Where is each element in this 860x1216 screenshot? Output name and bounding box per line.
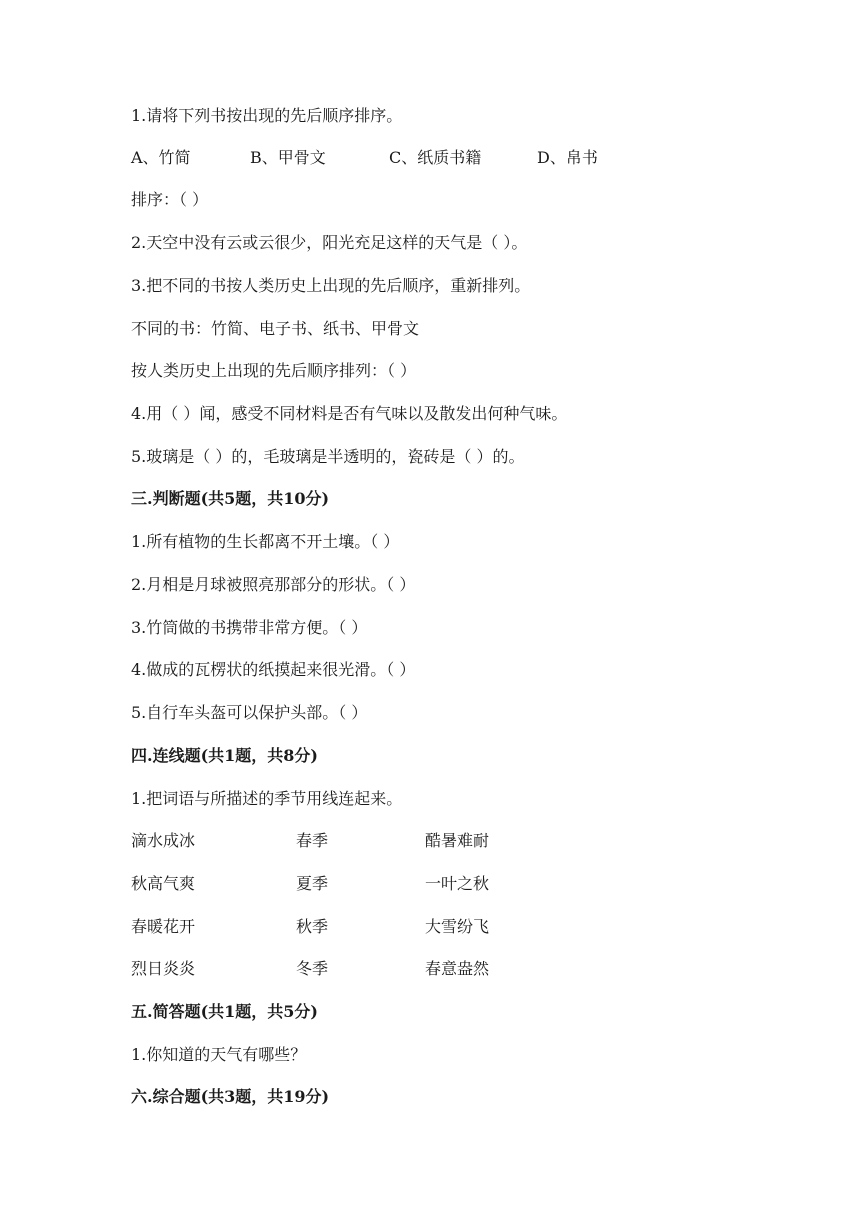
- matching-right-4: 春意盎然: [425, 959, 490, 978]
- question-4: 4.用（ ）闻，感受不同材料是否有气味以及散发出何种气味。: [131, 404, 568, 423]
- option-b: B、甲骨文: [250, 148, 326, 167]
- question-1-answer-line: 排序：（ ）: [131, 190, 209, 209]
- question-3-prompt: 3.把不同的书按人类历史上出现的先后顺序，重新排列。: [131, 276, 531, 295]
- matching-middle-2: 夏季: [296, 874, 329, 893]
- section-3-heading: 三.判断题(共5题，共10分): [131, 489, 330, 508]
- question-3-answer-line: 按人类历史上出现的先后顺序排列：（ ）: [131, 361, 417, 380]
- judgement-item-4: 4.做成的瓦楞状的纸摸起来很光滑。（ ）: [131, 660, 416, 679]
- matching-middle-4: 冬季: [296, 959, 329, 978]
- matching-middle-1: 春季: [296, 831, 329, 850]
- matching-left-2: 秋高气爽: [131, 874, 196, 893]
- judgement-item-5: 5.自行车头盔可以保护头部。（ ）: [131, 703, 368, 722]
- judgement-item-1: 1.所有植物的生长都离不开土壤。（ ）: [131, 532, 400, 551]
- section-4-heading: 四.连线题(共1题，共8分): [131, 746, 318, 765]
- question-5: 5.玻璃是（ ）的，毛玻璃是半透明的，瓷砖是（ ）的。: [131, 447, 525, 466]
- matching-left-3: 春暖花开: [131, 917, 196, 936]
- question-3-books: 不同的书：竹简、电子书、纸书、甲骨文: [131, 319, 420, 338]
- short-answer-item-1: 1.你知道的天气有哪些？: [131, 1045, 307, 1064]
- question-2: 2.天空中没有云或云很少，阳光充足这样的天气是（ ）。: [131, 233, 528, 252]
- option-c: C、纸质书籍: [389, 148, 482, 167]
- matching-left-1: 滴水成冰: [131, 831, 196, 850]
- matching-right-1: 酷暑难耐: [425, 831, 490, 850]
- matching-right-3: 大雪纷飞: [425, 917, 490, 936]
- question-1-prompt: 1.请将下列书按出现的先后顺序排序。: [131, 106, 403, 125]
- option-a: A、竹简: [131, 148, 191, 167]
- matching-prompt: 1.把词语与所描述的季节用线连起来。: [131, 789, 403, 808]
- judgement-item-3: 3.竹筒做的书携带非常方便。（ ）: [131, 618, 368, 637]
- matching-left-4: 烈日炎炎: [131, 959, 196, 978]
- section-5-heading: 五.简答题(共1题，共5分): [131, 1002, 318, 1021]
- matching-right-2: 一叶之秋: [425, 874, 490, 893]
- section-6-heading: 六.综合题(共3题，共19分): [131, 1087, 330, 1106]
- judgement-item-2: 2.月相是月球被照亮那部分的形状。（ ）: [131, 575, 416, 594]
- option-d: D、帛书: [537, 148, 598, 167]
- matching-middle-3: 秋季: [296, 917, 329, 936]
